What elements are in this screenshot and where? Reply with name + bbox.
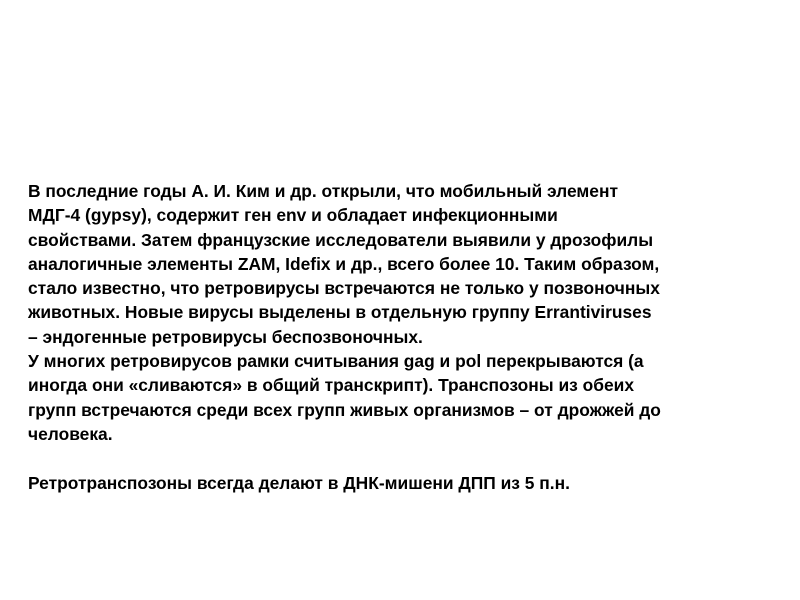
text-line: животных. Новые вирусы выделены в отдельную группу Errantiviruses (28, 302, 652, 323)
text-line: стало известно, что ретровирусы встречаются не только у позвоночных (28, 278, 660, 299)
text-line: Ретротранспозоны всегда делают в ДНК-мишени ДПП из 5 п.н. (28, 472, 570, 493)
text-line: – эндогенные ретровирусы беспозвоночных. (28, 326, 423, 347)
text-line: свойствами. Затем французские исследователи выявили у дрозофилы (28, 229, 654, 250)
paragraph-retrotransposons (28, 471, 772, 495)
paragraph-gag-pol (28, 349, 772, 446)
text-line: У многих ретровирусов рамки считывания gag и pol перекрываются (а (28, 351, 644, 372)
paragraph-mdg4-gypsy (28, 179, 772, 349)
text-line: групп встречаются среди всех групп живых организмов – от дрожжей до (28, 399, 661, 420)
paragraph-spacer (28, 446, 772, 470)
text-line: аналогичные элементы ZAM, Idefix и др., всего более 10. Таким образом, (28, 253, 660, 274)
text-line: МДГ-4 (gypsy), содержит ген env и обладает инфекционными (28, 205, 558, 226)
text-line: В последние годы А. И. Ким и др. открыли, что мобильный элемент (28, 181, 618, 201)
text-line: иногда они «сливаются» в общий транскрипт). Транспозоны из обеих (28, 375, 635, 396)
slide-text-block (28, 179, 772, 495)
text-line: человека. (28, 423, 113, 444)
